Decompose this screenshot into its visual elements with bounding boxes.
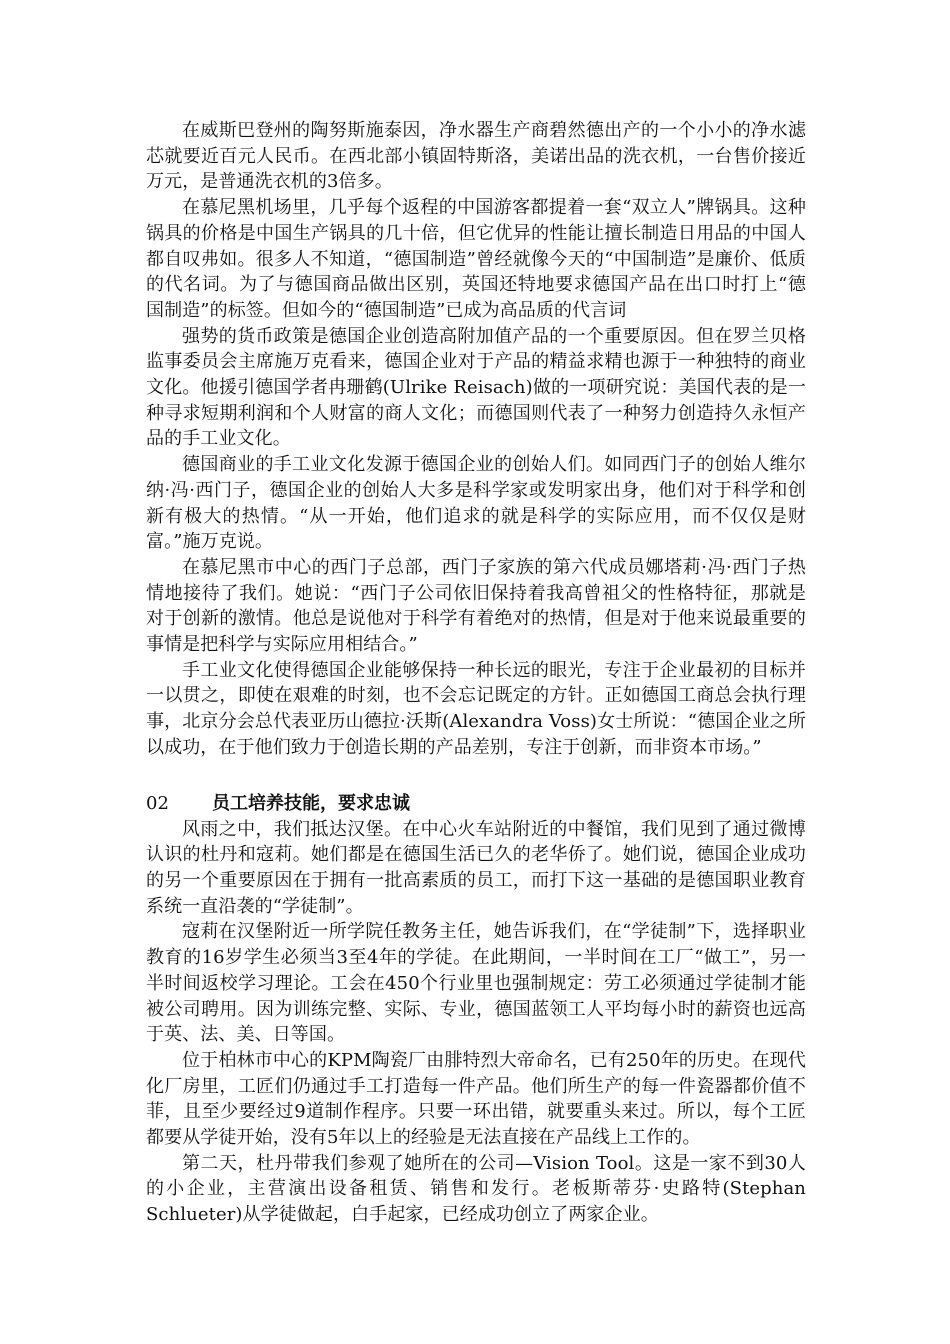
paragraph-hamburg: 风雨之中，我们抵达汉堡。在中心火车站附近的中餐馆，我们见到了通过微博认识的杜丹和寇莉。她们都是在德国生活已久的老华侨了。她们说，德国企业成功的另一个重要原因在于拥有一批高素质的员工，而打下这一基础的是德国职业教育系统一直沿袭的“学徒制”。 bbox=[146, 818, 806, 917]
paragraph-founders: 德国商业的手工业文化发源于德国企业的创始人们。如同西门子的创始人维尔纳·冯·西门子，德国企业的创始人大多是科学家或发明家出身，他们对于科学和创新有极大的热情。“从一开始，他们追求的就是科学的实际应用，而不仅仅是财富。”施万克说。 bbox=[146, 454, 806, 553]
section-number: 02 bbox=[146, 792, 169, 814]
paragraph-currency-policy: 强势的货币政策是德国企业创造高附加值产品的一个重要原因。但在罗兰贝格监事委员会主席施万克看来，德国企业对于产品的精益求精也源于一种独特的商业文化。他援引德国学者冉珊鹤(Ulrike Reisach)做的一项研究说：美国代表的是一种寻求短期利润和个人财富的商人文化；而德国则代表了一种努力创造持久永恒产品的手工业文化。 bbox=[146, 325, 806, 450]
paragraph-cookware: 在慕尼黑机场里，几乎每个返程的中国游客都提着一套“双立人”牌锅具。这种锅具的价格是中国生产锅具的几十倍，但它优异的性能让擅长制造日用品的中国人都自叹弗如。很多人不知道，“德国制造”曾经就像今天的“中国制造”是廉价、低质的代名词。为了与德国商品做出区别，英国还特地要求德国产品在出口时打上“德国制造”的标签。但如今的“德国制造”已成为高品质的代言词 bbox=[146, 197, 806, 321]
section-spacer bbox=[146, 761, 806, 791]
paragraph-vision-tool: 第二天，杜丹带我们参观了她所在的公司—Vision Tool。这是一家不到30人的小企业，主营演出设备租赁、销售和发行。老板斯蒂芬·史路特(Stephan Schlueter)从学徒做起，白手起家，已经成功创立了两家企业。 bbox=[146, 1152, 806, 1226]
document-page bbox=[146, 118, 806, 1228]
paragraph-kpm: 位于柏林市中心的KPM陶瓷厂由腓特烈大帝命名，已有250年的历史。在现代化厂房里，工匠们仍通过手工打造每一件产品。他们所生产的每一件瓷器都价值不菲，且至少要经过9道制作程序。只要一环出错，就要重头来过。所以，每个工匠都要从学徒开始，没有5年以上的经验是无法直接在产品线上工作的。 bbox=[146, 1049, 806, 1149]
paragraph-long-term-vision: 手工业文化使得德国企业能够保持一种长远的眼光，专注于企业最初的目标并一以贯之，即使在艰难的时刻，也不会忘记既定的方针。正如德国工商总会执行理事，北京分会总代表亚历山德拉·沃斯(Alexandra Voss)女士所说：“德国企业之所以成功，在于他们致力于创造长期的产品差别，专注于创新，而非资本市场。” bbox=[146, 659, 806, 758]
paragraph-water-filter: 在威斯巴登州的陶努斯施泰因，净水器生产商碧然德出产的一个小小的净水滤芯就要近百元人民币。在西北部小镇固特斯洛，美诺出品的洗衣机，一台售价接近万元，是普通洗衣机的3倍多。 bbox=[146, 120, 806, 193]
paragraph-siemens: 在慕尼黑市中心的西门子总部，西门子家族的第六代成员娜塔莉·冯·西门子热情地接待了我们。她说：“西门子公司依旧保持着我高曾祖父的性格特征，那就是对于创新的激情。他总是说他对于科学有着绝对的热情，但是对于他来说最重要的事情是把科学与实际应用相结合。” bbox=[146, 556, 806, 656]
section-title: 员工培养技能，要求忠诚 bbox=[212, 792, 410, 814]
paragraph-apprenticeship: 寇莉在汉堡附近一所学院任教务主任，她告诉我们，在“学徒制”下，选择职业教育的16岁学生必须当3至4年的学徒。在此期间，一半时间在工厂“做工”，另一半时间返校学习理论。工会在450个行业里也强制规定：劳工必须通过学徒制才能被公司聘用。因为训练完整、实际、专业，德国蓝领工人平均每小时的薪资也远高于英、法、美、日等国。 bbox=[146, 921, 806, 1046]
section-heading bbox=[146, 791, 806, 817]
